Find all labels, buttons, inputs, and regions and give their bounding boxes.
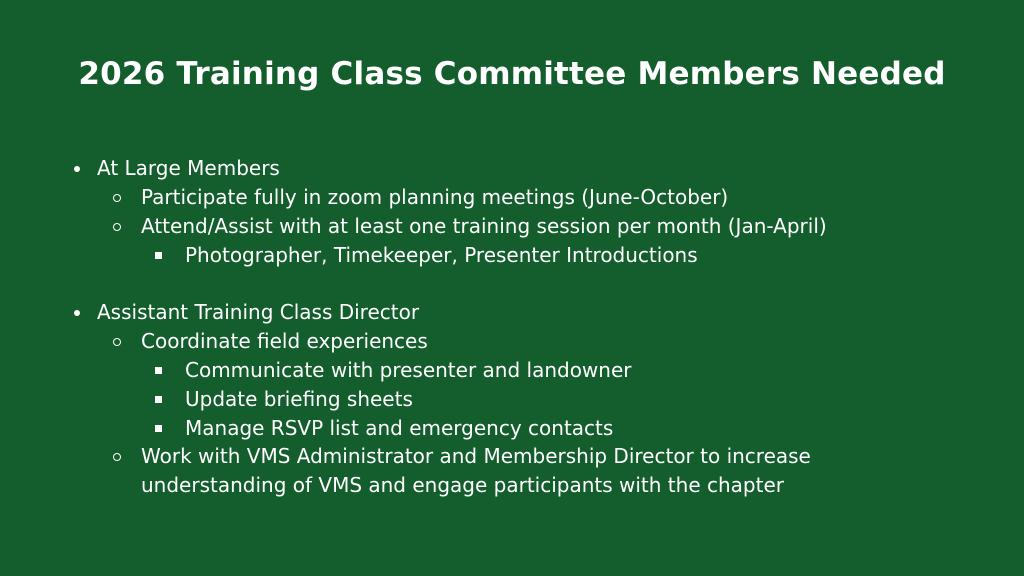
list-item-line1: Work with VMS Administrator and Membership Director to increase	[141, 444, 811, 468]
square-bullet-icon	[155, 367, 162, 374]
hollow-circle-bullet-icon	[113, 453, 121, 461]
square-bullet-icon	[155, 425, 162, 432]
list-item: Coordinate field experiences	[141, 329, 428, 353]
bullet-level3	[185, 414, 613, 443]
bullet-level2	[141, 442, 811, 471]
list-item: Attend/Assist with at least one training session per month (Jan-April)	[141, 214, 827, 238]
list-subitem: Communicate with presenter and landowner	[185, 358, 632, 382]
square-bullet-icon	[155, 396, 162, 403]
square-bullet-icon	[155, 252, 162, 259]
bullet-level3	[185, 356, 632, 385]
list-item-line2: understanding of VMS and engage participants with the chapter	[141, 473, 784, 497]
hollow-circle-bullet-icon	[113, 338, 121, 346]
section-heading-at-large: At Large Members	[97, 156, 280, 180]
bullet-level2	[141, 327, 428, 356]
hollow-circle-bullet-icon	[113, 223, 121, 231]
filled-dot-bullet-icon	[74, 310, 80, 316]
bullet-level1	[97, 298, 419, 327]
filled-dot-bullet-icon	[74, 166, 80, 172]
bullet-level3	[185, 241, 698, 270]
list-subitem: Manage RSVP list and emergency contacts	[185, 416, 614, 440]
bullet-level1	[97, 154, 280, 183]
list-subitem: Update briefing sheets	[185, 387, 413, 411]
list-item-continuation	[141, 471, 784, 500]
slide-title: 2026 Training Class Committee Members Needed	[78, 56, 946, 92]
list-subitem: Photographer, Timekeeper, Presenter Introductions	[185, 243, 698, 267]
bullet-level2	[141, 183, 728, 212]
bullet-level3	[185, 385, 413, 414]
bullet-level2	[141, 212, 827, 241]
list-item: Participate fully in zoom planning meetings (June-October)	[141, 185, 729, 209]
section-heading-assistant-director: Assistant Training Class Director	[97, 300, 420, 324]
hollow-circle-bullet-icon	[113, 194, 121, 202]
